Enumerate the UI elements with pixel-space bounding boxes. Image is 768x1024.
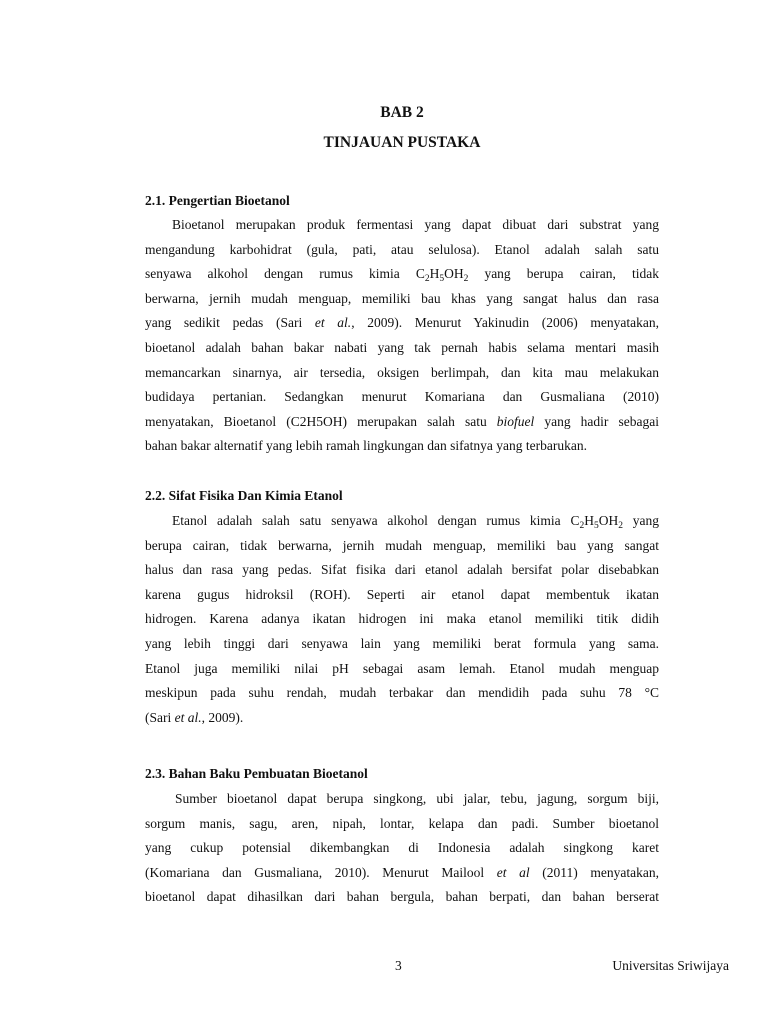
text-line: senyawa alkohol dengan rumus kimia $C_2H_5OH_2$ yang berupa cairan, tidak bbox=[145, 266, 659, 285]
chapter-number: BAB 2 bbox=[380, 104, 424, 121]
text-line: berwarna, jernih mudah menguap, memiliki bau khas yang sangat halus dan rasa bbox=[145, 290, 659, 306]
chapter-title: TINJAUAN PUSTAKA bbox=[323, 134, 481, 151]
text-line: (Komariana dan Gusmaliana, 2010). Menurut Mailool et al (2011) menyatakan, bbox=[145, 864, 659, 880]
text-line: Sumber bioetanol dapat berupa singkong, ubi jalar, tebu, jagung, sorgum biji, bbox=[175, 791, 659, 806]
text-line: yang sedikit pedas (Sari et al., 2009). Menurut Yakinudin (2006) menyatakan, bbox=[145, 315, 659, 331]
text-line: yang lebih tinggi dari senyawa lain yang memiliki berat formula yang sama. bbox=[145, 635, 659, 651]
text-line: bahan bakar alternatif yang lebih ramah lingkungan dan sifatnya yang terbarukan. bbox=[145, 438, 587, 454]
text-line: Bioetanol merupakan produk fermentasi yang dapat dibuat dari substrat yang bbox=[172, 217, 659, 232]
footer-institution: Universitas Sriwijaya bbox=[612, 958, 729, 973]
text-line: bioetanol adalah bahan bakar nabati yang tak pernah habis selama mentari masih bbox=[145, 339, 659, 355]
text-line: yang cukup potensial dikembangkan di Indonesia adalah singkong karet bbox=[145, 840, 659, 856]
text-line: halus dan rasa yang pedas. Sifat fisika dari etanol adalah bersifat polar disebabkan bbox=[145, 562, 659, 578]
section-heading-2-1: 2.1. Pengertian Bioetanol bbox=[145, 193, 290, 208]
text-line: meskipun pada suhu rendah, mudah terbakar dan mendidih pada suhu 78 °C bbox=[145, 685, 659, 701]
text-line: Etanol juga memiliki nilai pH sebagai asam lemah. Etanol mudah menguap bbox=[145, 660, 659, 676]
section-heading-2-2: 2.2. Sifat Fisika Dan Kimia Etanol bbox=[145, 488, 343, 503]
text-line: menyatakan, Bioetanol (C2H5OH) merupakan salah satu biofuel yang hadir sebagai bbox=[145, 413, 659, 429]
text-line: berupa cairan, tidak berwarna, jernih mudah menguap, memiliki bau yang sangat bbox=[145, 537, 659, 553]
text-line: Etanol adalah salah satu senyawa alkohol dengan rumus kimia $C_2H_5OH_2$ yang bbox=[172, 513, 659, 531]
text-line: hidrogen. Karena adanya ikatan hidrogen ini maka etanol memiliki titik didih bbox=[145, 611, 659, 627]
text-line: sorgum manis, sagu, aren, nipah, lontar, kelapa dan padi. Sumber bioetanol bbox=[145, 815, 659, 831]
section-paragraph-2-1 bbox=[145, 213, 659, 459]
section-paragraph-2-2 bbox=[145, 509, 659, 730]
text-line: (Sari et al., 2009). bbox=[145, 709, 244, 725]
text-line: memancarkan sinarnya, air tersedia, oksigen berlimpah, dan kita mau melakukan bbox=[145, 364, 659, 380]
page-number: 3 bbox=[395, 958, 402, 973]
section-paragraph-2-3 bbox=[145, 787, 659, 910]
text-line: bioetanol dapat dihasilkan dari bahan bergula, bahan berpati, dan bahan berserat bbox=[145, 889, 659, 905]
text-line: karena gugus hidroksil (ROH). Seperti air etanol dapat membentuk ikatan bbox=[145, 586, 659, 602]
text-line: budidaya pertanian. Sedangkan menurut Komariana dan Gusmaliana (2010) bbox=[145, 389, 659, 405]
section-heading-2-3: 2.3. Bahan Baku Pembuatan Bioetanol bbox=[145, 766, 368, 781]
text-line: mengandung karbohidrat (gula, pati, atau selulosa). Etanol adalah salah satu bbox=[145, 241, 659, 257]
